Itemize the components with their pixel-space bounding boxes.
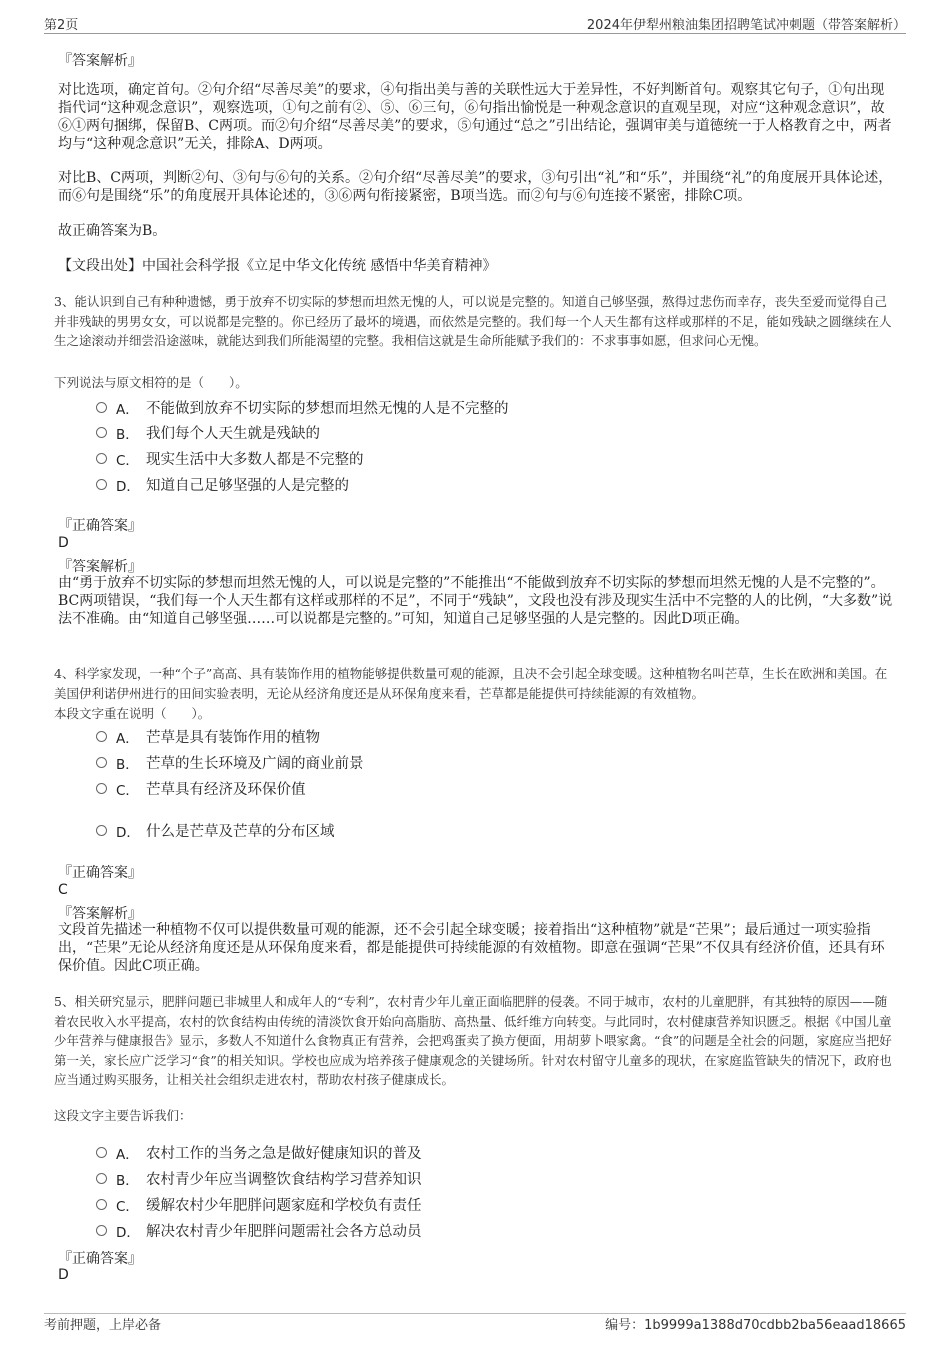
q3-option-b[interactable] — [96, 422, 320, 443]
radio-icon[interactable] — [96, 731, 107, 742]
option-text: 芒草具有经济及环保价值 — [146, 782, 306, 798]
option-letter: C． — [116, 452, 139, 469]
option-letter: D． — [116, 1224, 140, 1241]
radio-icon[interactable] — [96, 427, 107, 438]
q4-question: 本段文字重在说明（ ）。 — [54, 706, 211, 721]
radio-icon[interactable] — [96, 1173, 107, 1184]
option-text: 农村青少年应当调整饮食结构学习营养知识 — [146, 1172, 422, 1188]
q5-option-d[interactable] — [96, 1220, 422, 1241]
document-title: 2024年伊犁州粮油集团招聘笔试冲刺题（带答案解析） — [586, 18, 906, 33]
q3-analysis-label: 『答案解析』 — [58, 559, 142, 575]
q2-source: 【文段出处】中国社会科学报《立足中华文化传统 感悟中华美育精神》 — [58, 258, 497, 274]
footer-slogan: 考前押题，上岸必备 — [44, 1318, 162, 1333]
radio-icon[interactable] — [96, 825, 107, 836]
q4-option-a[interactable] — [96, 726, 320, 747]
option-text: 知道自己足够坚强的人是完整的 — [146, 478, 349, 494]
radio-icon[interactable] — [96, 479, 107, 490]
option-letter: C． — [116, 1198, 139, 1215]
option-letter: B． — [116, 426, 139, 443]
q4-stem: 4、科学家发现，一种“个子”高高、具有装饰作用的植物能够提供数量可观的能源，且决不会引起全球变暖。这种植物名叫芒草，生长在欧洲和美国。在美国伊利诺伊州进行的田间实验表明，无论从经济角度还是从环保角度来看，芒草都是能提供可持续能源的有效植物。 — [54, 666, 888, 701]
q4-option-d[interactable] — [96, 820, 335, 841]
radio-icon[interactable] — [96, 1225, 107, 1236]
option-letter: C． — [116, 782, 139, 799]
option-text: 不能做到放弃不切实际的梦想而坦然无愧的人是不完整的 — [146, 401, 509, 417]
q2-analysis-paragraph-2: 对比B、C两项，判断②句、③句与⑥句的关系。②句介绍“尽善尽美”的要求，③句引出“礼”和“乐”，并围绕“礼”的角度展开具体论述，而⑥句是围绕“乐”的角度展开具体论述的，③⑥两句衔接紧密，B项当选。而②句与⑥句连接不紧密，排除C项。 — [58, 170, 893, 204]
q3-stem: 3、能认识到自己有种种遗憾，勇于放弃不切实际的梦想而坦然无愧的人，可以说是完整的。知道自己够坚强，熬得过悲伤而幸存，丧失至爱而觉得自己并非残缺的男男女女，可以说都是完整的。你已经历了最坏的境遇，而依然是完整的。我们每一个人天生都有这样或那样的不足，能如残缺之圆继续在人生之途滚动并细尝沿途滋味，就能达到我们所能渴望的完整。我相信这就是生命所能赋予我们的：不求事事如愿，但求问心无愧。 — [54, 294, 892, 348]
option-letter: D． — [116, 824, 140, 841]
q4-option-b[interactable] — [96, 752, 364, 773]
radio-icon[interactable] — [96, 453, 107, 464]
radio-icon[interactable] — [96, 1199, 107, 1210]
q4-analysis-label: 『答案解析』 — [58, 906, 142, 922]
option-text: 现实生活中大多数人都是不完整的 — [146, 452, 364, 468]
q2-conclusion: 故正确答案为B。 — [58, 223, 167, 239]
q2-analysis-label: 『答案解析』 — [58, 53, 142, 69]
option-letter: A． — [116, 730, 139, 747]
radio-icon[interactable] — [96, 1147, 107, 1158]
option-text: 农村工作的当务之急是做好健康知识的普及 — [146, 1146, 422, 1162]
q3-correct-answer: D — [58, 535, 69, 551]
option-text: 芒草是具有装饰作用的植物 — [146, 730, 320, 746]
q5-option-b[interactable] — [96, 1168, 422, 1189]
q2-analysis-paragraph-1: 对比选项，确定首句。②句介绍“尽善尽美”的要求，④句指出美与善的关联性远大于差异性，不好判断首句。观察其它句子，①句出现指代词“这种观念意识”，观察选项，①句之前有②、⑤、⑥三句，⑥句指出愉悦是一种观念意识的直观呈现，对应“这种观念意识”，故⑥①两句捆绑，保留B、C两项。而②句介绍“尽善尽美”的要求，⑤句通过“总之”引出结论，强调审美与道德统一于人格教育之中，两者均与“这种观念意识”无关，排除A、D两项。 — [58, 82, 892, 152]
radio-icon[interactable] — [96, 757, 107, 768]
page-number: 第2页 — [44, 18, 79, 33]
q5-option-a[interactable] — [96, 1142, 422, 1163]
q3-correct-label: 『正确答案』 — [58, 518, 142, 534]
q3-analysis: 由“勇于放弃不切实际的梦想而坦然无愧的人，可以说是完整的”不能推出“不能做到放弃不切实际的梦想而坦然无愧的人是不完整的”。BC两项错误，“我们每一个人天生都有这样或那样的不足”，不同于“残缺”，文段也没有涉及现实生活中不完整的人的比例，“大多数”说法不准确。由“知道自己够坚强……可以说都是完整的。”可知，知道自己足够坚强的人是完整的。因此D项正确。 — [58, 575, 893, 627]
q3-option-a[interactable] — [96, 397, 509, 418]
option-letter: B． — [116, 756, 139, 773]
q4-correct-answer: C — [58, 882, 68, 898]
q4-correct-label: 『正确答案』 — [58, 865, 142, 881]
q5-correct-answer: D — [58, 1267, 69, 1283]
radio-icon[interactable] — [96, 783, 107, 794]
option-letter: D． — [116, 478, 140, 495]
document-id: 编号：1b9999a1388d70cdbb2ba56eaad18665 — [605, 1318, 906, 1333]
q3-option-c[interactable] — [96, 448, 364, 469]
option-text: 什么是芒草及芒草的分布区域 — [146, 824, 335, 840]
option-text: 我们每个人天生就是残缺的 — [146, 426, 320, 442]
q3-question: 下列说法与原文相符的是（ ）。 — [54, 375, 248, 390]
radio-icon[interactable] — [96, 402, 107, 413]
q3-option-d[interactable] — [96, 474, 349, 495]
q5-question: 这段文字主要告诉我们： — [54, 1108, 192, 1123]
q4-option-c[interactable] — [96, 778, 306, 799]
option-text: 缓解农村少年肥胖问题家庭和学校负有责任 — [146, 1198, 422, 1214]
option-letter: A． — [116, 401, 139, 418]
option-text: 解决农村青少年肥胖问题需社会各方总动员 — [146, 1224, 422, 1240]
option-letter: B． — [116, 1172, 139, 1189]
q4-analysis: 文段首先描述一种植物不仅可以提供数量可观的能源，还不会引起全球变暖；接着指出“这种植物”就是“芒果”；最后通过一项实验指出，“芒果”无论从经济角度还是从环保角度来看，都是能提供可持续能源的有效植物。即意在强调“芒果”不仅具有经济价值，还具有环保价值。因此C项正确。 — [58, 922, 885, 974]
option-text: 芒草的生长环境及广阔的商业前景 — [146, 756, 364, 772]
option-letter: A． — [116, 1146, 139, 1163]
q5-option-c[interactable] — [96, 1194, 422, 1215]
q5-correct-label: 『正确答案』 — [58, 1251, 142, 1267]
header-divider — [44, 33, 906, 34]
q5-stem: 5、相关研究显示，肥胖问题已非城里人和成年人的“专利”，农村青少年儿童正面临肥胖的侵袭。不同于城市，农村的儿童肥胖，有其独特的原因——随着农民收入水平提高，农村的饮食结构由传统的清淡饮食开始向高脂肪、高热量、低纤维方向转变。与此同时，农村健康营养知识匮乏。根据《中国儿童少年营养与健康报告》显示，多数人不知道什么食物真正有营养，会把鸡蛋卖了换方便面，用胡萝卜喂家禽。“食”的问题是全社会的问题，家庭应当把好第一关，家长应广泛学习“食”的相关知识。学校也应成为培养孩子健康观念的关键场所。针对农村留守儿童多的现状，在家庭监管缺失的情况下，政府也应当通过购买服务，让相关社会组织走进农村，帮助农村孩子健康成长。 — [54, 994, 892, 1087]
